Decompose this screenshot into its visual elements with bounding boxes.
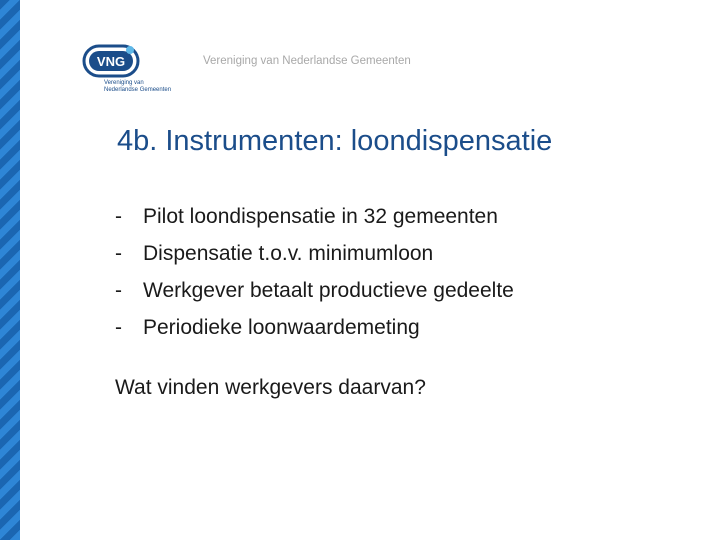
bullet-item — [115, 315, 514, 352]
slide-title: 4b. Instrumenten: loondispensatie — [117, 125, 553, 157]
bullet-text: Werkgever betaalt productieve gedeelte — [143, 279, 514, 302]
bullet-item — [115, 278, 514, 315]
bullet-list — [115, 204, 514, 352]
organization-name: Vereniging van Nederlandse Gemeenten — [203, 55, 411, 67]
logo-subtitle-line2: Nederlandse Gemeenten — [104, 87, 172, 93]
logo-text: VNG — [96, 54, 126, 69]
bullet-marker: - — [115, 316, 122, 339]
bullet-text: Periodieke loonwaardemeting — [143, 316, 420, 339]
bullet-text: Dispensatie t.o.v. minimumloon — [143, 242, 434, 265]
bullet-item — [115, 241, 514, 278]
bullet-item — [115, 204, 514, 241]
logo-subtitle-line1: Vereniging van — [104, 80, 144, 86]
logo-subtitle — [104, 80, 184, 94]
bullet-marker: - — [115, 279, 122, 302]
bullet-text: Pilot loondispensatie in 32 gemeenten — [143, 205, 498, 228]
bullet-marker: - — [115, 242, 122, 265]
bullet-marker: - — [115, 205, 122, 228]
vng-logo-badge — [82, 44, 140, 78]
closing-question: Wat vinden werkgevers daarvan? — [115, 376, 426, 399]
vng-logo — [82, 44, 182, 100]
decorative-side-strip — [0, 0, 20, 540]
